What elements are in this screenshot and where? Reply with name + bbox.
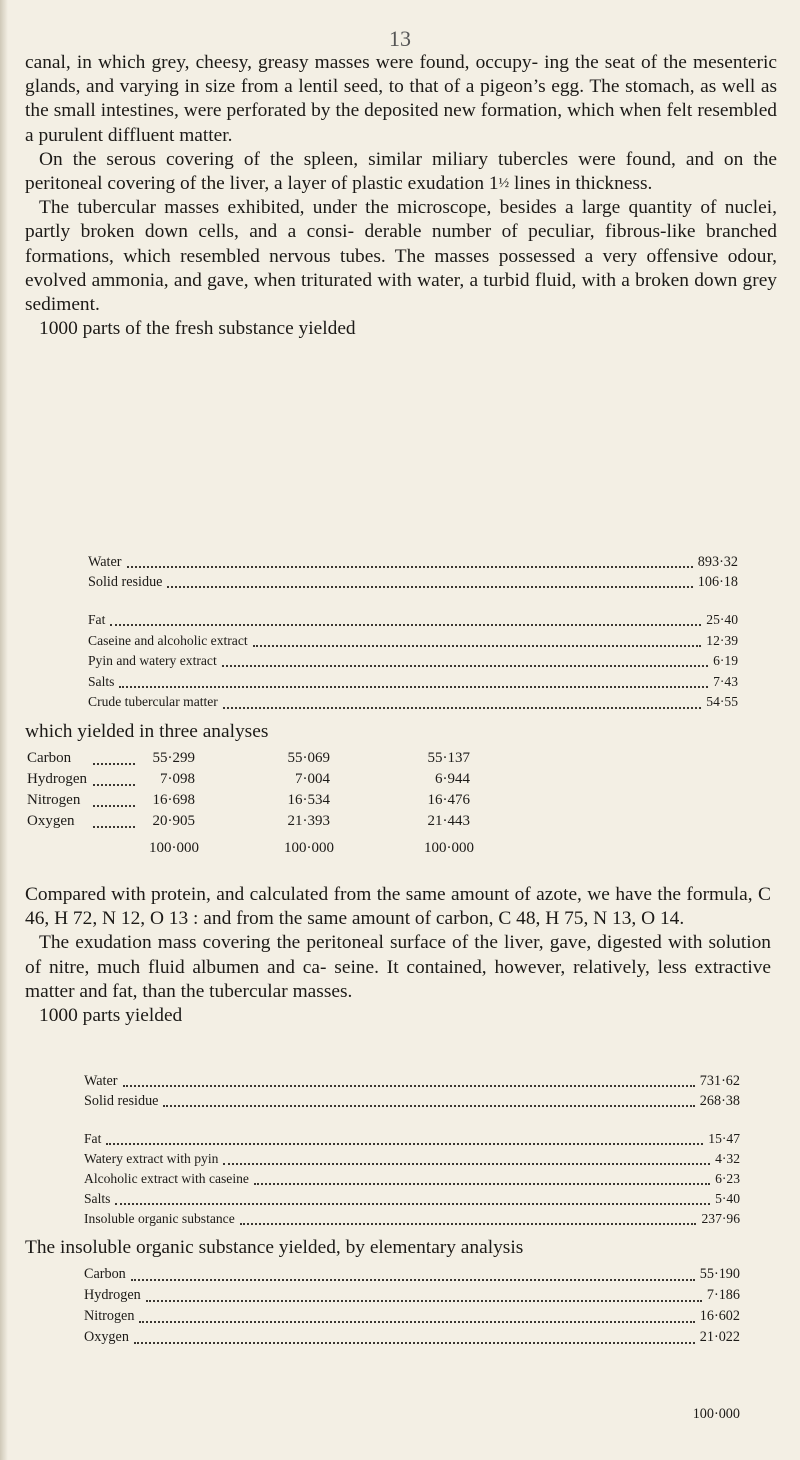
text-line: ing the seat of the mesenteric glands, and varying in size from a	[25, 52, 777, 98]
text-line: which resembled nervous tubes. The masses possessed a very	[123, 245, 638, 267]
text-line: a large quantity of nuclei, partly broken down cells, and a consi-	[25, 197, 778, 243]
text-line: water, a turbid fluid, with a broken down grey sediment.	[25, 269, 777, 316]
paragraph-4: 1000 parts of the fresh substance yielded	[39, 318, 356, 340]
analysis-total: 100·000	[692, 1406, 740, 1422]
table-row: Water 893·32	[88, 554, 738, 570]
paragraph-3	[25, 196, 777, 317]
table-row: Crude tubercular matter 54·55	[88, 694, 738, 710]
text-line: The tubercular masses exhibited, under the microscope, besides	[39, 197, 557, 219]
text-line: and fat, than the tubercular masses.	[79, 980, 353, 1002]
paragraph-5: which yielded in three analyses	[25, 721, 269, 742]
page-number: 13	[389, 26, 411, 51]
table-row: Salts 7·43	[88, 673, 738, 689]
totals-row: 100·000 100·000 100·000	[149, 840, 474, 856]
table-row: Nitrogen 16·602	[84, 1308, 740, 1324]
table-row: Watery extract with pyin 4·32	[84, 1151, 740, 1166]
body-text-top	[25, 51, 777, 341]
text-line: lines in thickness.	[509, 173, 653, 195]
text-line: azote, we have the formula, C 46, H 72, N 12, O 13 : and from	[25, 884, 771, 930]
table-row: Nitrogen 16·698 16·534 16·476	[27, 792, 470, 808]
text-line: the same amount of carbon, C 48, H 75, N 13, O 14.	[278, 908, 685, 930]
text-line: On the serous covering of the spleen, similar miliary tubercles	[39, 148, 569, 170]
table-row: Caseine and alcoholic extract 12·39	[88, 632, 738, 648]
table-row: Solid residue 106·18	[88, 574, 738, 590]
table-row: Insoluble organic substance 237·96	[84, 1211, 740, 1226]
paragraph-7	[25, 931, 771, 1004]
composition-table-4	[84, 1131, 740, 1231]
table-row: Alcoholic extract with caseine 6·23	[84, 1171, 740, 1186]
table-row: Hydrogen 7·098 7·004 6·944	[27, 771, 470, 787]
elementary-analysis-table	[84, 1266, 740, 1350]
table-row: Water 731·62	[84, 1073, 740, 1089]
page-edge-shadow	[0, 0, 8, 1460]
paragraph-1	[25, 51, 777, 148]
body-text-middle	[25, 883, 771, 1028]
text-line: small intestines, were perforated by the deposited new formation,	[53, 100, 563, 122]
table-row: Pyin and watery extract 6·19	[88, 653, 738, 669]
table-row: Solid residue 268·38	[84, 1093, 740, 1109]
analyses-table	[27, 750, 474, 862]
paragraph-9: The insoluble organic substance yielded, by elementary analysis	[25, 1237, 524, 1258]
text-line: derable number of peculiar, fibrous-like branched formations,	[25, 221, 778, 267]
paragraph-8: 1000 parts yielded	[39, 1005, 183, 1027]
text-line: lentil seed, to that of a pigeon’s egg. The stomach, as well as the	[25, 76, 777, 122]
composition-table-2	[88, 612, 738, 715]
text-line: offensive odour, evolved ammonia, and gave, when triturated with	[25, 245, 777, 291]
table-row: Fat 15·47	[84, 1131, 740, 1146]
text-line: which when felt resembled a purulent diffluent matter.	[25, 100, 777, 146]
text-line: The exudation mass covering the peritoneal surface of the liver,	[39, 932, 544, 954]
text-line: Compared with protein, and calculated from the same amount of	[25, 884, 531, 905]
text-line: plastic exudation 1	[352, 173, 499, 195]
paragraph-6	[25, 883, 771, 931]
composition-table-1	[88, 554, 738, 594]
table-row: Oxygen 20·905 21·393 21·443	[27, 813, 470, 829]
table-row: Carbon 55·299 55·069 55·137	[27, 750, 470, 766]
table-row: Hydrogen 7·186	[84, 1287, 740, 1303]
table-row: Salts 5·40	[84, 1191, 740, 1206]
table-row: Oxygen 21·022	[84, 1329, 740, 1345]
fraction: ½	[498, 176, 510, 192]
table-row: Carbon 55·190	[84, 1266, 740, 1282]
composition-table-3	[84, 1073, 740, 1113]
text-line: gave, digested with solution of nitre, much fluid albumen and ca-	[25, 932, 772, 978]
paragraph-2	[25, 148, 777, 196]
text-line: seine. It contained, however, relatively, less extractive matter	[25, 956, 772, 1002]
table-row: Fat 25·40	[88, 612, 738, 627]
text-line: were found, and on the peritoneal covering of the liver, a layer of	[25, 148, 777, 195]
text-line: canal, in which grey, cheesy, greasy masses were found, occupy-	[25, 52, 539, 73]
